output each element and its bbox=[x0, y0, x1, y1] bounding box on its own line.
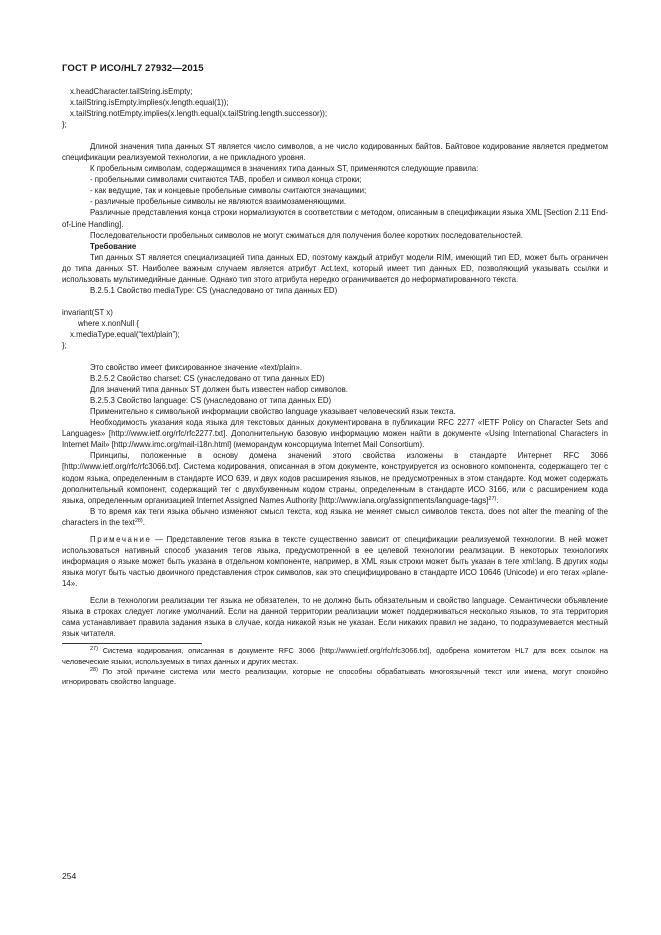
paragraph-language-tags bbox=[62, 506, 608, 528]
footnote-divider bbox=[62, 643, 202, 644]
code-line: }; bbox=[62, 340, 67, 350]
footnote-ref: 27) bbox=[488, 495, 497, 502]
paragraph-whitespace-sequences: Последовательности пробельных символов не могут сжиматься для получения более коротких последовательностей. bbox=[90, 230, 523, 240]
note-text: — Представление тегов языка в тексте существенно зависит от спецификации реализуемой технологии. В ней может использоваться нативный способ указания тегов языка, предусмотренной в ее целевой технологии реализации. В некоторых технологиях информация о языке может быть указана в отдельном компоненте, например, в XML язык строки может быть указан в теге xml:lang. В других коды языка могут быть частью двоичного представления строк символов, как это специфицировано в стандарте ИСО 10646 (Unicode) и его тегах «plane-14». bbox=[62, 534, 608, 588]
paragraph-end: . bbox=[142, 517, 145, 527]
section-heading-mediatype: B.2.5.1 Свойство mediaType: CS (унаследовано от типа данных ED) bbox=[90, 285, 338, 295]
paragraph-language-optional: Если в технологии реализации тег языка не обязателен, то не должно быть обязательным и свойство language. Семантически объявление языка в строках следует логике умолчаний. Если на данной территории реализации может поддерживаться несколько языков, то эта территория сама устанавливает правила задания языка в случае, когда никакой язык не указан. Если никаких правил не задано, то подразумевается местный язык читателя. bbox=[62, 595, 608, 639]
footnote-text: По этой причине система или место реализации, которые не способны обрабатывать многоязычный текст или имена, могут спокойно игнорировать свойство language. bbox=[62, 666, 608, 687]
paragraph-fixed-value: Это свойство имеет фиксированное значение «text/plain». bbox=[90, 363, 303, 373]
paragraph-length: Длиной значения типа данных ST является число символов, а не число кодированных байтов. Байтовое кодирование является предметом спецификации реализуемой технологии, а не прикладного уровня. bbox=[62, 142, 608, 163]
code-line: }; bbox=[62, 120, 67, 130]
paragraph-line-endings: Различные представления конца строки нормализуются в соответствии с методом, описанным в спецификации языка XML [Section 2.11 End-of-Line Handling]. bbox=[62, 208, 608, 229]
paragraph-text: Принципы, положенные в основу домена значений этого свойства изложены в стандарте Интернет RFC 3066 [http://www.ietf.org/rfc/rfc3066.txt]. Система кодирования, описанная в этом документе, конструируется из основного компонента, содержащего тег с кодом языка, определенным в стандарте ИСО 639, и двух кодов расширения языков, не предусмотренных в этом стандарте. Код может содержать дополнительный компонент, содержащий тег с двухбуквенным кодом страны, определенным в стандарте ИСО 3166, или с расширением кода языка, определенным организацией Internet Assigned Names Authority [http://www.iana.org/assignments/language-tags] bbox=[62, 451, 608, 505]
code-line: x.tailString.notEmpty.implies(x.length.equal(x.tailString.length.successor)); bbox=[70, 109, 328, 119]
code-line: x.headCharacter.tailString.isEmpty; bbox=[70, 87, 193, 96]
paragraph-language: Применительно к символьной информации свойство language указывает человеческий язык текста. bbox=[90, 407, 456, 417]
footnote-mark: 28) bbox=[90, 666, 98, 673]
footnote-mark: 27) bbox=[90, 646, 98, 653]
requirement-heading: Требование bbox=[90, 241, 137, 251]
list-item: - как ведущие, так и концевые пробельные символы считаются значащими; bbox=[90, 186, 367, 196]
page-header-title: ГОСТ Р ИСО/HL7 27932—2015 bbox=[62, 63, 204, 74]
code-line: invariant(ST x) bbox=[62, 307, 113, 317]
paragraph-text: В то время как теги языка обычно изменяют смысл текста, код языка не меняет смысл символов текста. does not alter the meaning of the characters in the text bbox=[62, 506, 608, 527]
footnote-text: Система кодирования, описанная в документе RFC 3066 [http://www.ietf.org/rfc/rfc3066.txt], одобрена комитетом HL7 для всех ссылок на человеческие языки, используемых в типах данных и других местах. bbox=[62, 646, 608, 666]
list-item: - пробельными символами считаются TAB, пробел и символ конца строки; bbox=[90, 175, 362, 185]
paragraph-charset: Для значений типа данных ST должен быть известен набор символов. bbox=[90, 385, 348, 395]
paragraph-end: . bbox=[496, 495, 499, 505]
footnote-ref: 28) bbox=[134, 517, 143, 524]
paragraph-rfc2277: Необходимость указания кода языка для текстовых данных документирована в публикации RFC 2277 «IETF Policy on Character Sets and Languages» [http://www.ietf.org/rfc/rfc2277.txt]. Дополнительную базовую информацию можен найти в документе «Using International Characters in Internet Mail» [http://www.imc.org/mail-i18n.html] (меморандум консорциума Internet Mail Consortium). bbox=[62, 418, 608, 450]
page-number: 254 bbox=[62, 871, 77, 881]
note-paragraph bbox=[62, 534, 608, 589]
code-line: x.mediaType.equal(“text/plain”); bbox=[70, 329, 180, 339]
list-item: - различные пробельные символы не являются взаимозаменяющими. bbox=[90, 197, 347, 207]
footnote bbox=[62, 646, 608, 667]
section-heading-language: B.2.5.3 Свойство language: CS (унаследовано от типа данных ED) bbox=[90, 396, 332, 406]
code-line: x.tailString.isEmpty.implies(x.length.equal(1)); bbox=[70, 98, 229, 108]
footnote bbox=[62, 667, 608, 688]
section-heading-charset: B.2.5.2 Свойство charset: CS (унаследовано от типа данных ED) bbox=[90, 374, 325, 384]
page-content bbox=[62, 86, 608, 688]
paragraph-rfc3066 bbox=[62, 450, 608, 505]
code-line: where x.nonNull { bbox=[78, 318, 140, 328]
paragraph-whitespace-rules: К пробельным символам, содержащимся в значениях типа данных ST, применяются следующие правила: bbox=[90, 164, 479, 174]
note-label: Примечание bbox=[90, 534, 152, 544]
paragraph-requirement: Тип данных ST является специализацией типа данных ED, поэтому каждый атрибут модели RIM, имеющий тип ED, может быть ограничен до типа данных ST. Наиболее важным случаем является атрибут Act.text, который имеет тип данных ED, позволяющий указывать ссылки и использовать мультимедийные данные. Однако тип этого атрибута нередко ограничивается до неформатированного текста. bbox=[62, 252, 608, 284]
